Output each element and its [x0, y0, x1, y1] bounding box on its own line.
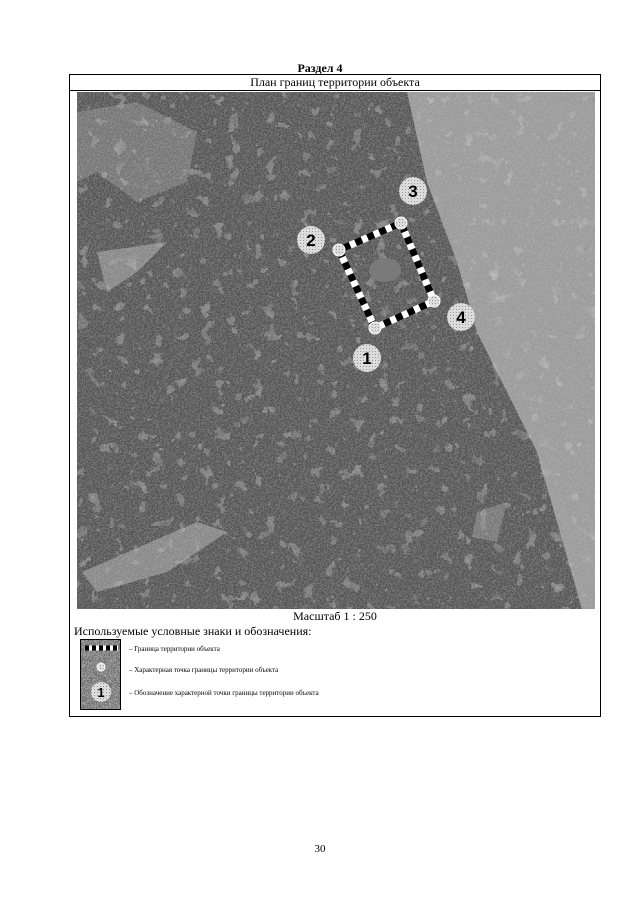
boundary-point-3 [395, 217, 407, 229]
svg-text:3: 3 [408, 182, 418, 201]
legend-swatch [80, 639, 121, 710]
point-label-2 [297, 226, 325, 254]
legend-item-boundary: – Граница территории объекта [129, 645, 220, 653]
point-label-1 [353, 344, 381, 372]
boundary-point-1 [369, 322, 381, 334]
page-number: 30 [314, 843, 326, 855]
boundary-point-4 [428, 295, 440, 307]
plan-title: План границ территории объекта [70, 75, 600, 91]
plan-frame [69, 74, 601, 717]
svg-text:4: 4 [456, 308, 466, 327]
point-label-4 [447, 303, 475, 331]
svg-text:1: 1 [97, 685, 105, 700]
legend-item-point: – Характерная точка границы территории объекта [129, 666, 279, 674]
svg-text:2: 2 [306, 231, 316, 250]
boundary-point-2 [333, 244, 345, 256]
legend-label-sample [91, 682, 111, 702]
legend-item-point-label: – Обозначение характерной точки границы территории объекта [129, 689, 319, 697]
aerial-map [77, 92, 595, 609]
section-title: Раздел 4 [297, 61, 343, 75]
legend-title: Используемые условные знаки и обозначения: [74, 624, 312, 638]
inner-patch [369, 258, 401, 282]
point-label-3 [399, 177, 427, 205]
legend-point-sample [97, 663, 105, 671]
map-scale: Масштаб 1 : 250 [293, 609, 377, 623]
svg-text:1: 1 [362, 349, 372, 368]
